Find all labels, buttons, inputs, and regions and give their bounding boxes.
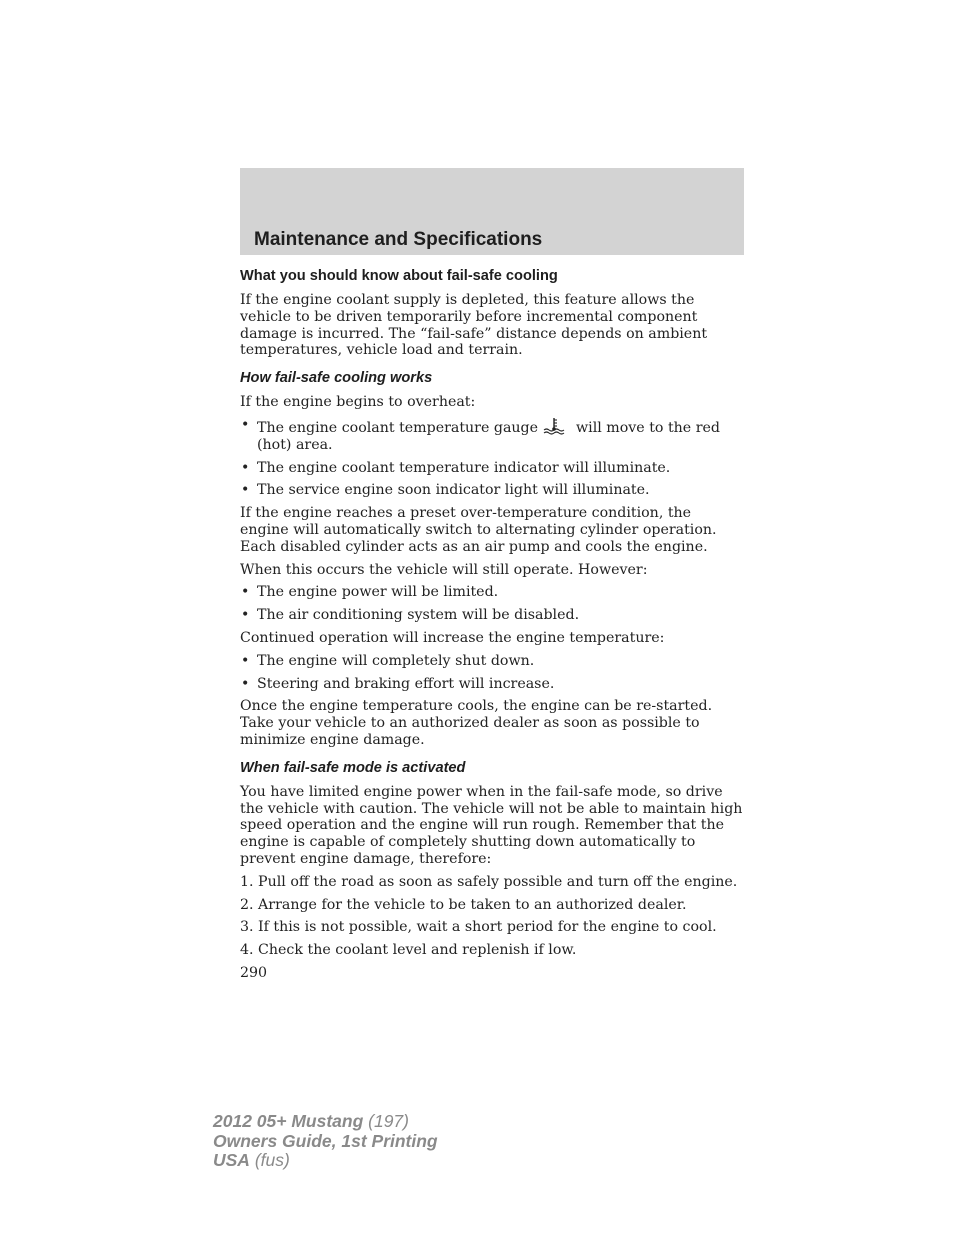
footer-guide: Owners Guide, 1st Printing [213,1130,438,1151]
page-content [240,266,744,982]
list-item: 3. If this is not possible, wait a short period for the engine to cool. [240,919,717,936]
subsection-how-title: How fail-safe cooling works [240,370,433,387]
subsection-when-title: When fail-safe mode is activated [240,759,466,776]
how-paragraph-2: When this occurs the vehicle will still operate. However: [240,561,648,578]
chapter-title: Maintenance and Specifications [254,229,543,250]
gauge-text-before: The engine coolant temperature gauge [257,419,539,436]
list-item: • Steering and braking effort will increase. [240,676,744,693]
footer-model: 2012 05+ Mustang [213,1111,364,1131]
footer-line-2 [213,1132,438,1152]
still-operates-list [240,584,744,624]
list-item [240,417,744,454]
coolant-temperature-icon [542,417,566,435]
list-item: • The service engine soon indicator light will illuminate. [240,482,744,499]
list-item: 2. Arrange for the vehicle to be taken to an authorized dealer. [240,896,687,913]
section-intro: If the engine coolant supply is depleted, this feature allows the vehicle to be driven temporarily before incremental component damage is incurred. The “fail-safe” distance depends on ambient temperatures, vehicle load and terrain. [240,292,708,359]
list-item: 4. Check the coolant level and replenish if low. [240,942,577,959]
continued-operation-list [240,653,744,693]
how-lead: If the engine begins to overheat: [240,394,476,411]
list-item: 1. Pull off the road as soon as safely possible and turn off the engine. [240,873,738,890]
section-title: What you should know about fail-safe cooling [240,268,558,284]
how-paragraph-1: If the engine reaches a preset over-temperature condition, the engine will automatically switch to alternating cylinder operation. Each disabled cylinder acts as an air pump and cools the engine. [240,505,717,555]
footer-market: USA [213,1150,250,1170]
list-item: • The air conditioning system will be disabled. [240,607,744,624]
print-footer [213,1112,438,1171]
footer-market-code: (fus) [249,1150,290,1170]
list-item: • The engine power will be limited. [240,584,744,601]
list-item: • The engine coolant temperature indicator will illuminate. [240,460,744,477]
section-header-band [240,168,744,255]
when-paragraph: You have limited engine power when in the fail-safe mode, so drive the vehicle with caution. The vehicle will not be able to maintain high speed operation and the engine will run rough. Remember that the engine is capable of completely shutting down automatically to prevent engine damage, therefore: [240,783,743,867]
list-item: • The engine will completely shut down. [240,653,744,670]
how-paragraph-4: Once the engine temperature cools, the engine can be re-started. Take your vehicle to an authorized dealer as soon as possible to minimize engine damage. [240,698,713,748]
fail-safe-steps-list [240,874,744,959]
footer-line-1 [213,1112,438,1132]
footer-model-code: (197) [363,1111,409,1131]
page-number: 290 [240,964,268,981]
footer-line-3 [213,1151,438,1171]
gauge-text-after: will move to the red (hot) area. [257,419,720,453]
how-paragraph-3: Continued operation will increase the engine temperature: [240,629,665,646]
overheat-signs-list [240,417,744,499]
